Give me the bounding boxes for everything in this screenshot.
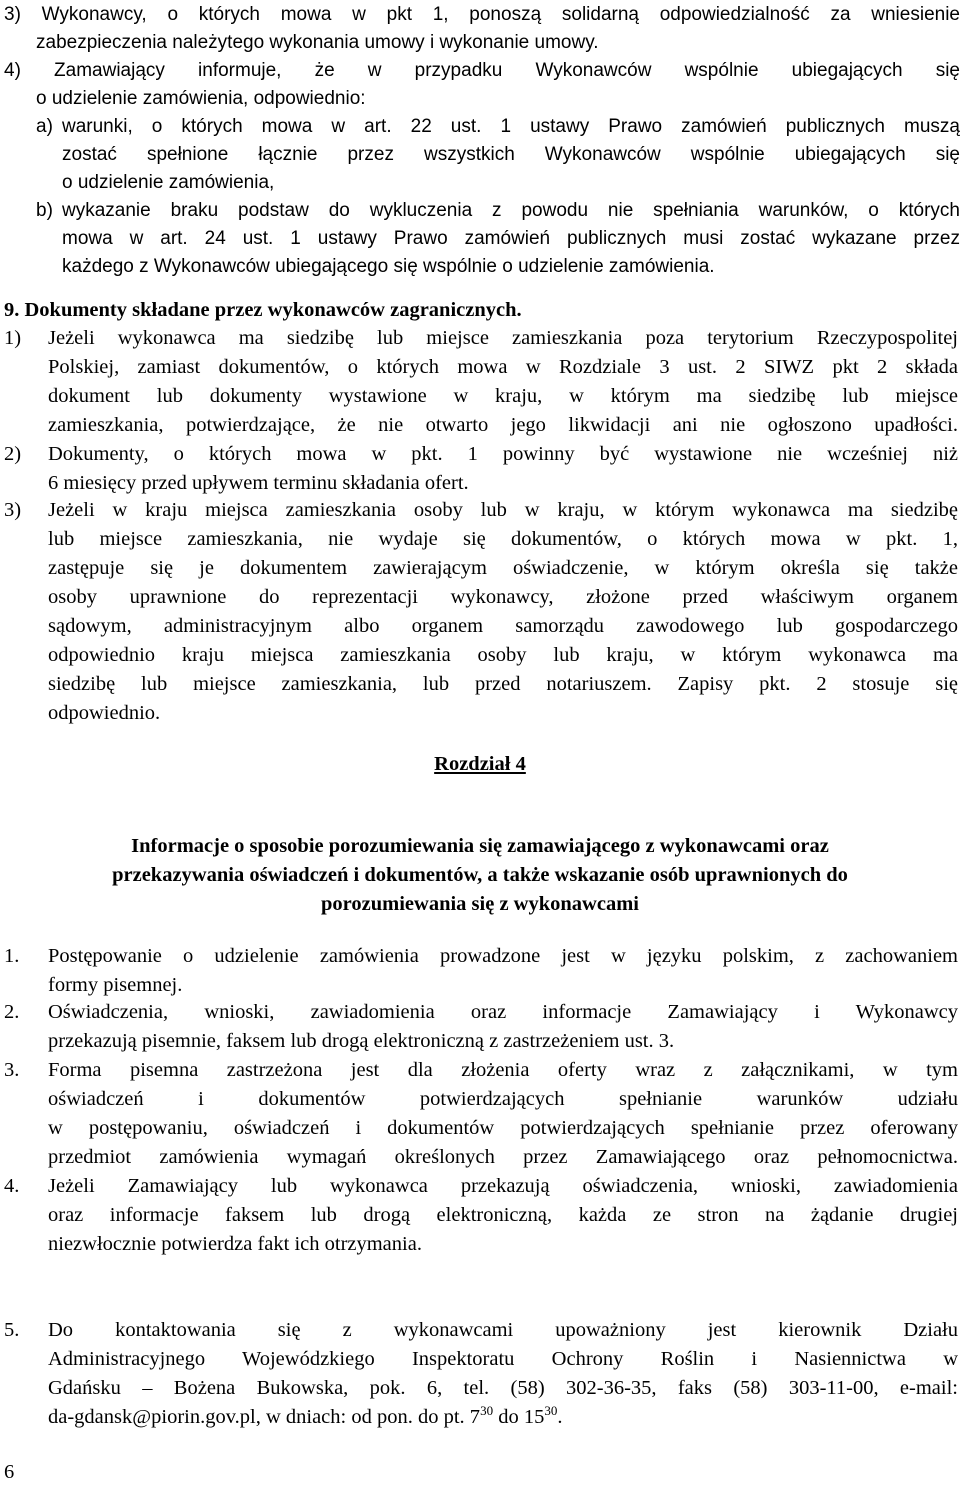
item-a-line-3: o udzielenie zamówienia,: [62, 172, 275, 193]
item-number: 3.: [4, 1059, 20, 1081]
item-line: zamieszkania, potwierdzające, że nie otwarto jego likwidacji ani nie ogłoszono upadłości.: [48, 414, 958, 436]
item-b-line-3: każdego z Wykonawców ubiegającego się wspólnie o udzielenie zamówienia.: [62, 256, 715, 277]
contact-hours-end: .: [557, 1406, 563, 1428]
item-line: oświadczeń i dokumentów potwierdzających spełnianie warunków udziału: [48, 1088, 958, 1110]
contact-email-text: da-gdansk@piorin.gov.pl, w dniach: od pon. do pt. 7: [48, 1406, 481, 1428]
item-line: odpowiednio kraju miejsca zamieszkania osoby lub kraju, w którym wykonawca ma: [48, 644, 958, 666]
item-line: Forma pisemna zastrzeżona jest dla złożenia oferty wraz z załącznikami, w tym: [48, 1059, 958, 1081]
paragraph-3-line-2: zabezpieczenia należytego wykonania umowy i wykonanie umowy.: [36, 32, 599, 53]
item-number: 3): [4, 499, 22, 521]
item-a-line-1-part-1: warunki, o których mowa w art. 22 ust.: [62, 116, 482, 137]
item-line: 6 miesięcy przed upływem terminu składania ofert.: [48, 472, 469, 494]
superscript: 30: [480, 1403, 494, 1418]
item-line: Dokumenty, o których mowa w pkt. 1 powinny być wystawione nie wcześniej niż: [48, 443, 958, 465]
item-b-line-2: [62, 224, 960, 253]
item-line: przekazują pisemnie, faksem lub drogą elektroniczną z zastrzeżeniem ust. 3.: [48, 1030, 675, 1052]
item-number: 2): [4, 443, 22, 465]
paragraph-3-line-1: 3) Wykonawcy, o których mowa w pkt 1, ponoszą solidarną odpowiedzialność za wniesienie: [4, 4, 960, 25]
item-line: Gdańsku – Bożena Bukowska, pok. 6, tel. (58) 302-36-35, faks (58) 303-11-00, e-mail:: [48, 1377, 958, 1399]
item-number: 5.: [4, 1319, 20, 1341]
page-number: 6: [4, 1461, 15, 1483]
item-a-line-1-part-2: 1 ustawy Prawo zamówień publicznych muszą: [481, 116, 960, 137]
item-line: Oświadczenia, wnioski, zawiadomienia oraz informacje Zamawiający i Wykonawcy: [48, 1001, 958, 1023]
item-a-marker: a): [36, 116, 53, 137]
paragraph-4-line-2: o udzielenie zamówienia, odpowiednio:: [36, 88, 366, 109]
chapter-label: Rozdział 4: [434, 753, 526, 775]
item-line: dokument lub dokumenty wystawione w kraju, w którym ma siedzibę lub miejsce: [48, 385, 958, 407]
item-line: siedzibę lub miejsce zamieszkania, lub przed notariuszem. Zapisy pkt. 2 stosuje się: [48, 673, 958, 695]
item-line: Jeżeli Zamawiający lub wykonawca przekazują oświadczenia, wnioski, zawiadomienia: [48, 1175, 958, 1197]
item-b-line-1: wykazanie braku podstaw do wykluczenia z powodu nie spełniania warunków, o których: [62, 200, 960, 221]
item-number: 1.: [4, 945, 20, 967]
item-line: osoby uprawnione do reprezentacji wykonawcy, złożone przed właściwym organem: [48, 586, 958, 608]
item-number: 4.: [4, 1175, 20, 1197]
item-line: Jeżeli w kraju miejsca zamieszkania osoby lub w kraju, w którym wykonawca ma siedzibę: [48, 499, 958, 521]
item-line: sądowym, administracyjnym albo organem samorządu zawodowego lub gospodarczego: [48, 615, 958, 637]
item-number: 2.: [4, 1001, 20, 1023]
item-line: Postępowanie o udzielenie zamówienia prowadzone jest w języku polskim, z zachowaniem: [48, 945, 958, 967]
chapter-title-line-2: przekazywania oświadczeń i dokumentów, a także wskazanie osób uprawnionych do: [112, 864, 848, 886]
section-9-heading: 9. Dokumenty składane przez wykonawców zagranicznych.: [4, 299, 522, 321]
item-line: Do kontaktowania się z wykonawcami upoważniony jest kierownik Działu: [48, 1319, 958, 1341]
item-line: odpowiednio.: [48, 702, 161, 724]
item-a-line-1: [62, 112, 960, 141]
item-line: przedmiot zamówienia wymagań określonych przez Zamawiającego oraz pełnomocnictwa.: [48, 1146, 958, 1168]
superscript: 30: [544, 1403, 558, 1418]
item-b-line-2-part-1: mowa w art. 24 ust.: [62, 228, 274, 249]
paragraph-4-line-1: 4) Zamawiający informuje, że w przypadku Wykonawców wspólnie ubiegających się: [4, 60, 960, 81]
item-line: Polskiej, zamiast dokumentów, o których mowa w Rozdziale 3 ust. 2 SIWZ pkt 2 składa: [48, 356, 958, 378]
item-line: lub miejsce zamieszkania, nie wydaje się dokumentów, o których mowa w pkt. 1,: [48, 528, 958, 550]
item-line: Administracyjnego Wojewódzkiego Inspektoratu Ochrony Roślin i Nasiennictwa w: [48, 1348, 958, 1370]
chapter-title-line-1: Informacje o sposobie porozumiewania się zamawiającego z wykonawcami oraz: [131, 835, 829, 857]
item-line: formy pisemnej.: [48, 974, 183, 996]
item-line-contact-hours: [48, 1403, 928, 1432]
item-a-line-2: zostać spełnione łącznie przez wszystkich Wykonawców wspólnie ubiegających się: [62, 144, 960, 165]
item-b-line-2-part-2: 1 ustawy Prawo zamówień publicznych musi zostać wykazane przez: [273, 228, 960, 249]
item-b-marker: b): [36, 200, 53, 221]
item-line: w postępowaniu, oświadczeń i dokumentów potwierdzających spełnianie przez oferowany: [48, 1117, 958, 1139]
item-line: Jeżeli wykonawca ma siedzibę lub miejsce zamieszkania poza terytorium Rzeczypospolitej: [48, 327, 958, 349]
item-line: niezwłocznie potwierdza fakt ich otrzymania.: [48, 1233, 422, 1255]
item-line: oraz informacje faksem lub drogą elektroniczną, każda ze stron na żądanie drugiej: [48, 1204, 958, 1226]
contact-hours-mid: do 15: [493, 1406, 545, 1428]
item-number: 1): [4, 327, 22, 349]
item-line: zastępuje się je dokumentem zawierającym oświadczenie, w którym określa się także: [48, 557, 958, 579]
chapter-title-line-3: porozumiewania się z wykonawcami: [321, 893, 639, 915]
